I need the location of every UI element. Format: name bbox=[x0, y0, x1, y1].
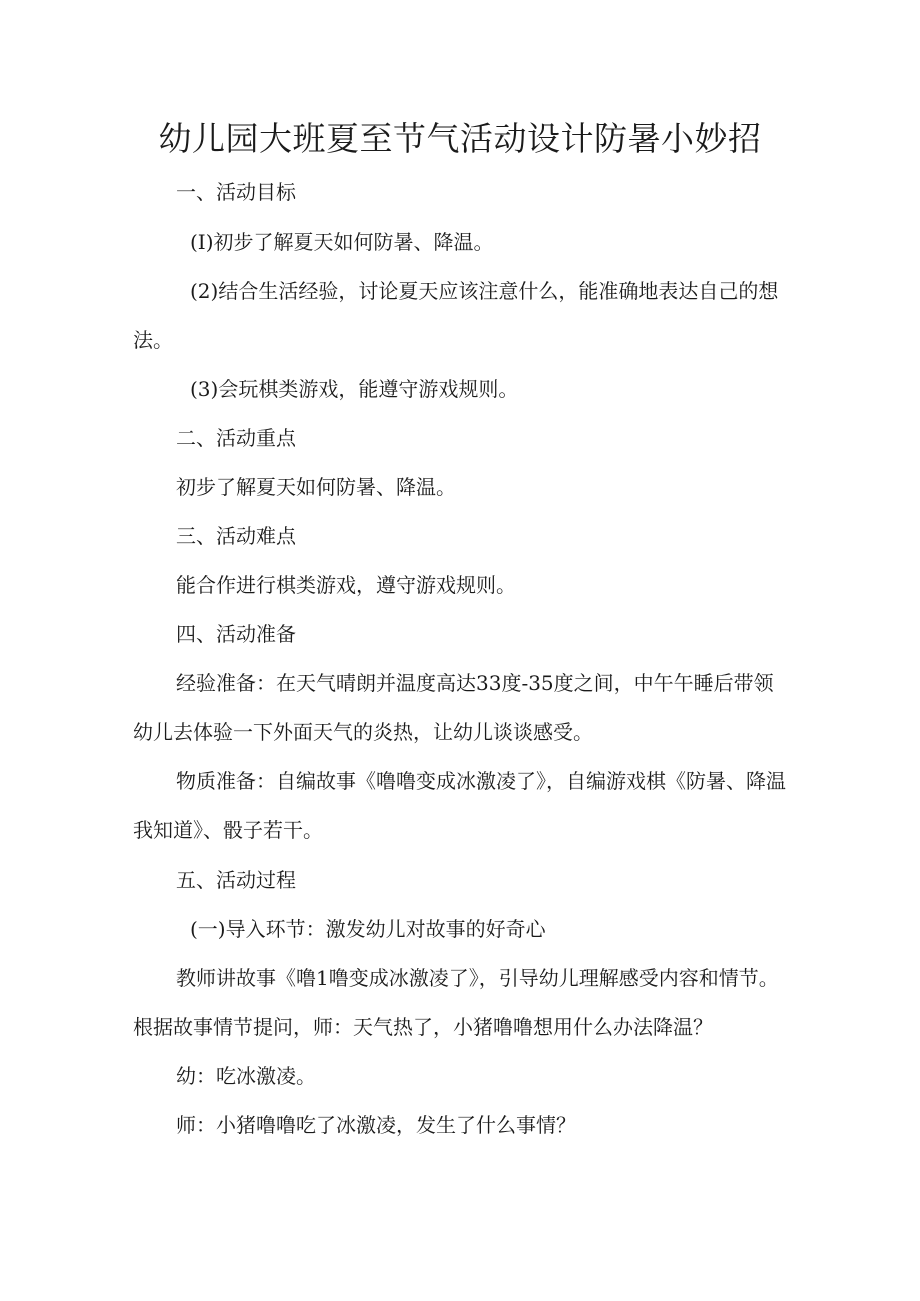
objective-item-1: (I)初步了解夏天如何防暑、降温。 bbox=[190, 230, 494, 254]
objective-item-3: (3)会玩棋类游戏，能遵守游戏规则。 bbox=[190, 377, 519, 401]
material-preparation-continued: 我知道》、骰子若干。 bbox=[133, 818, 323, 842]
process-paragraph-continued: 根据故事情节提问，师：天气热了，小猪噜噜想用什么办法降温？ bbox=[133, 1015, 713, 1039]
experience-preparation-continued: 幼儿去体验一下外面天气的炎热，让幼儿谈谈感受。 bbox=[133, 720, 593, 744]
teacher-question: 师：小猪噜噜吃了冰激凌，发生了什么事情？ bbox=[176, 1113, 576, 1137]
key-points-text: 初步了解夏天如何防暑、降温。 bbox=[176, 475, 456, 499]
objective-item-2: (2)结合生活经验，讨论夏天应该注意什么，能准确地表达自己的想 bbox=[190, 279, 779, 303]
section-heading-key-points: 二、活动重点 bbox=[176, 426, 296, 450]
experience-preparation-text: 经验准备：在天气晴朗并温度高达33度-35度之间，中午午睡后带领 bbox=[176, 671, 774, 695]
section-heading-difficulties: 三、活动难点 bbox=[176, 524, 296, 548]
child-answer: 幼：吃冰激凌。 bbox=[176, 1064, 316, 1088]
document-title: 幼儿园大班夏至节气活动设计防暑小妙招 bbox=[158, 119, 762, 158]
section-heading-objectives: 一、活动目标 bbox=[176, 180, 296, 204]
process-paragraph: 教师讲故事《噜1噜变成冰激凌了》，引导幼儿理解感受内容和情节。 bbox=[176, 966, 779, 990]
difficulties-text: 能合作进行棋类游戏，遵守游戏规则。 bbox=[176, 573, 516, 597]
material-preparation-text: 物质准备：自编故事《噜噜变成冰激凌了》，自编游戏棋《防暑、降温 bbox=[176, 769, 786, 793]
section-heading-preparation: 四、活动准备 bbox=[176, 622, 296, 646]
objective-item-2-continued: 法。 bbox=[133, 328, 173, 352]
section-heading-process: 五、活动过程 bbox=[176, 868, 296, 892]
process-step-1-heading: (一)导入环节：激发幼儿对故事的好奇心 bbox=[190, 917, 546, 941]
